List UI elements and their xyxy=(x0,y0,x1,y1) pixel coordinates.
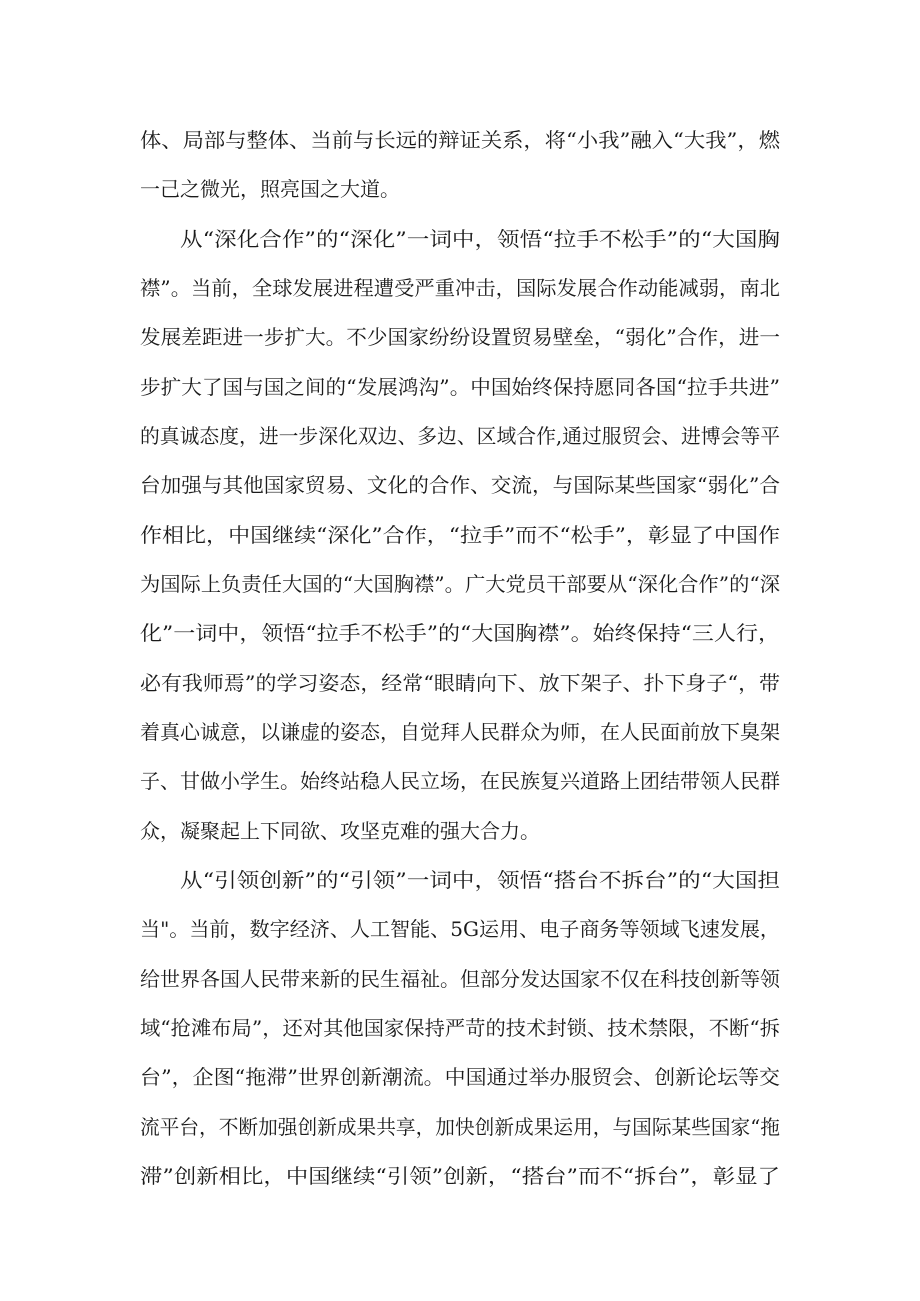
text-line-content: 台”，企图“拖滞”世界创新潮流。中国通过举办服贸会、创新论坛等交 xyxy=(140,1065,780,1090)
text-line xyxy=(0,909,920,949)
text-line xyxy=(0,317,920,357)
text-line-content: 发展差距进一步扩大。不少国家纷纷设置贸易壁垒，“弱化”合作，进一 xyxy=(140,325,780,350)
text-line-content: 体、局部与整体、当前与长远的辩证关系，将“小我”融入“大我”，燃 xyxy=(140,128,780,152)
text-line xyxy=(0,613,920,653)
text-line xyxy=(0,120,920,160)
text-line-content: 从“引领创新”的“引领”一词中，领悟“搭台不拆台”的“大国担 xyxy=(180,867,780,892)
text-line-content: 给世界各国人民带来新的民生福祉。但部分发达国家不仅在科技创新等领 xyxy=(140,966,780,991)
text-line-content: 当"。当前，数字经济、人工智能、5G运用、电子商务等领域飞速发展， xyxy=(140,917,780,942)
text-line-content: 子、甘做小学生。始终站稳人民立场，在民族复兴道路上团结带领人民群 xyxy=(140,769,780,794)
text-line-content: 众，凝聚起上下同欲、攻坚克难的强大合力。 xyxy=(140,818,540,843)
text-line-content: 为国际上负责任大国的“大国胸襟”。广大党员干部要从“深化合作”的“深 xyxy=(140,571,780,596)
text-line-content: 域“抢滩布局”，还对其他国家保持严苛的技术封锁、技术禁限，不断“拆 xyxy=(140,1015,780,1040)
text-line-content: 的真诚态度，进一步深化双边、多边、区域合作,通过服贸会、进博会等平 xyxy=(140,423,780,448)
text-line xyxy=(0,811,920,851)
text-line xyxy=(0,1057,920,1097)
text-line-content: 襟”。当前，全球发展进程遭受严重冲击，国际发展合作动能减弱，南北 xyxy=(140,275,780,300)
text-line-content: 台加强与其他国家贸易、文化的合作、交流，与国际某些国家“弱化”合 xyxy=(140,473,780,498)
text-line xyxy=(0,761,920,801)
text-line-content: 化”一词中，领悟“拉手不松手”的“大国胸襟”。始终保持“三人行， xyxy=(140,621,780,646)
text-line xyxy=(0,959,920,999)
text-line xyxy=(0,663,920,703)
text-line xyxy=(0,1107,920,1147)
text-line-content: 滞”创新相比，中国继续“引领”创新，“搭台”而不“拆台”，彰显了 xyxy=(140,1163,780,1188)
text-line-content: 流平台，不断加强创新成果共享，加快创新成果运用，与国际某些国家“拖 xyxy=(140,1114,780,1139)
text-line xyxy=(0,416,920,456)
text-line xyxy=(0,515,920,555)
text-line xyxy=(0,367,920,407)
text-line-content: 作相比，中国继续“深化”合作，“拉手”而不“松手”，彰显了中国作 xyxy=(140,522,780,547)
text-line xyxy=(0,712,920,752)
text-line xyxy=(0,564,920,604)
text-line-content: 着真心诚意，以谦虚的姿态，自觉拜人民群众为师，在人民面前放下臭架 xyxy=(140,719,780,744)
text-line-content: 步扩大了国与国之间的“发展鸿沟”。中国始终保持愿同各国“拉手共进” xyxy=(140,374,780,399)
text-line xyxy=(0,219,920,259)
text-line xyxy=(0,860,920,900)
text-line xyxy=(0,1156,920,1196)
text-line-content: 必有我师焉”的学习姿态，经常“眼睛向下、放下架子、扑下身子“，带 xyxy=(140,670,780,695)
text-line xyxy=(0,169,920,209)
text-line xyxy=(0,268,920,308)
text-line xyxy=(0,1008,920,1048)
text-line-content: 从“深化合作”的“深化”一词中，领悟“拉手不松手”的“大国胸 xyxy=(180,226,780,251)
text-line-content: 一己之微光，照亮国之大道。 xyxy=(140,177,400,202)
text-line xyxy=(0,465,920,505)
